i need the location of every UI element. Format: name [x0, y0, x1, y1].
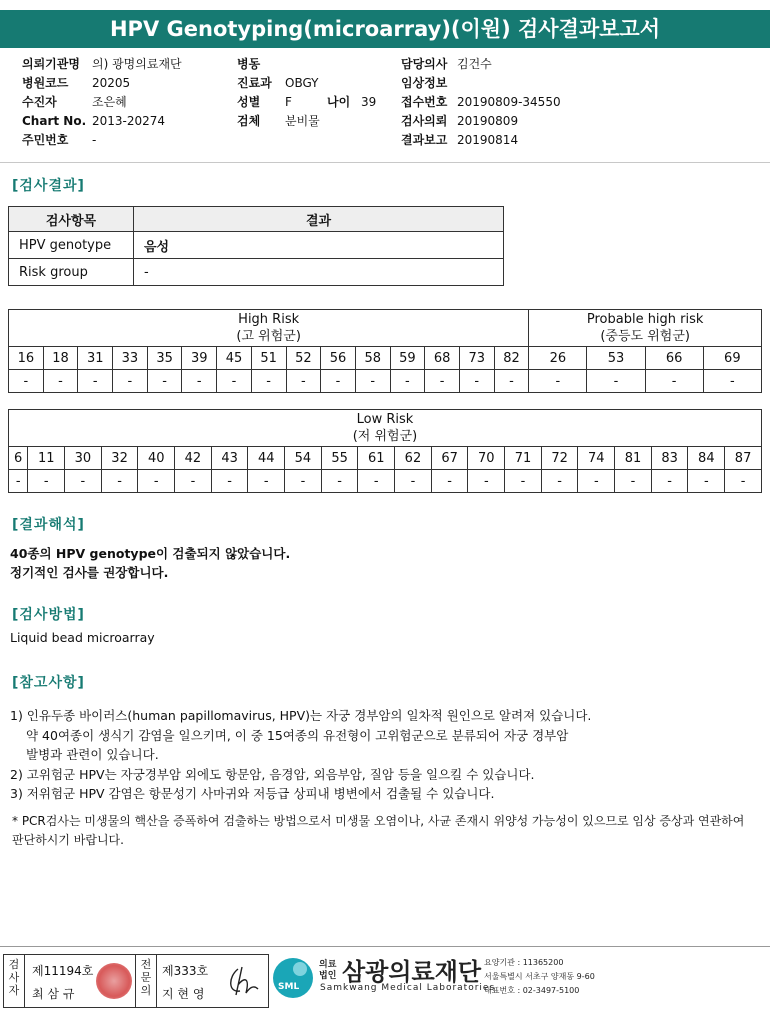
interpretation-line-2: 정기적인 검사를 권장합니다. — [10, 565, 169, 580]
sml-logo-icon — [270, 955, 316, 1001]
sml-logo-text: SML — [278, 982, 300, 992]
report-title: HPV Genotyping(microarray)(이원) 검사결과보고서 — [0, 10, 770, 48]
low-risk-result-cell-11: - — [395, 470, 432, 493]
table-row — [9, 259, 504, 286]
probable-high-risk-sublabel: (중등도 위험군) — [600, 329, 690, 344]
header-divider — [0, 162, 770, 163]
value-sex: F — [285, 95, 292, 109]
high-risk-type-cell-16: 53 — [587, 347, 645, 370]
low-risk-header — [9, 410, 762, 447]
org-prefix-1: 의료 — [319, 960, 337, 970]
table-row — [9, 232, 504, 259]
low-risk-type-cell-19: 84 — [688, 447, 725, 470]
high-risk-type-cell-17: 66 — [645, 347, 703, 370]
low-risk-result-cell-2: - — [65, 470, 102, 493]
note-1: 1) 인유두종 바이러스(human papillomavirus, HPV)는 자궁 경부암의 일차적 원인으로 알려져 있습니다. — [10, 708, 592, 723]
high-risk-result-cell-3: - — [113, 370, 148, 393]
examiner-name: 최 삼 규 — [32, 987, 75, 1001]
high-risk-result-cell-17: - — [645, 370, 703, 393]
label-chart-no: Chart No. — [22, 114, 87, 128]
low-risk-result-cell-16: - — [578, 470, 615, 493]
high-risk-result-cell-13: - — [459, 370, 494, 393]
low-risk-result-cell-13: - — [468, 470, 505, 493]
value-resident-no: - — [92, 133, 97, 147]
low-risk-result-cell-4: - — [138, 470, 175, 493]
examiner-label-cell — [4, 955, 25, 1007]
high-risk-results-row — [9, 370, 762, 393]
low-risk-result-cell-19: - — [688, 470, 725, 493]
doctor-name: 지 현 영 — [162, 987, 205, 1001]
probable-high-risk-label: Probable high risk — [586, 312, 704, 327]
note-3: 3) 저위험군 HPV 감염은 항문성기 사마귀와 저등급 상피내 병변에서 검출될 수 있습니다. — [10, 786, 495, 801]
high-risk-result-cell-12: - — [425, 370, 460, 393]
value-receipt-no: 20190809-34550 — [457, 95, 561, 109]
value-specimen: 분비물 — [285, 114, 320, 128]
doctor-no: 제333호 — [162, 964, 209, 978]
low-risk-result-cell-15: - — [541, 470, 578, 493]
label-request-date: 검사의뢰 — [401, 114, 448, 128]
low-risk-type-cell-11: 62 — [395, 447, 432, 470]
high-risk-type-cell-0: 16 — [9, 347, 44, 370]
low-risk-result-cell-3: - — [101, 470, 138, 493]
label-receipt-no: 접수번호 — [401, 95, 448, 109]
result-value-risk-group: - — [134, 259, 504, 286]
high-risk-type-cell-15: 26 — [529, 347, 587, 370]
header-left — [22, 55, 182, 150]
high-risk-result-cell-8: - — [286, 370, 321, 393]
label-clinical-info: 임상정보 — [401, 76, 448, 90]
value-patient: 조은혜 — [92, 95, 127, 109]
label-patient: 수진자 — [22, 95, 57, 109]
label-report-date: 결과보고 — [401, 133, 448, 147]
low-risk-type-cell-5: 42 — [175, 447, 212, 470]
low-risk-result-cell-17: - — [615, 470, 652, 493]
high-risk-type-cell-3: 33 — [113, 347, 148, 370]
note-1-cont-b: 발병과 관련이 있습니다. — [26, 747, 159, 762]
high-risk-result-cell-1: - — [43, 370, 78, 393]
high-risk-result-cell-6: - — [217, 370, 252, 393]
low-risk-result-cell-0: - — [9, 470, 28, 493]
high-risk-type-cell-8: 52 — [286, 347, 321, 370]
low-risk-result-cell-12: - — [431, 470, 468, 493]
low-risk-table — [8, 409, 762, 493]
reference-notes — [10, 706, 591, 804]
result-col-result: 결과 — [134, 207, 504, 232]
doctor-label-cell — [135, 955, 157, 1007]
high-risk-result-cell-18: - — [703, 370, 761, 393]
label-ward: 병동 — [237, 57, 261, 71]
low-risk-type-cell-4: 40 — [138, 447, 175, 470]
high-risk-sublabel: (고 위험군) — [236, 329, 301, 344]
high-risk-type-cell-12: 68 — [425, 347, 460, 370]
high-risk-type-cell-13: 73 — [459, 347, 494, 370]
low-risk-type-cell-6: 43 — [211, 447, 248, 470]
low-risk-result-cell-9: - — [321, 470, 358, 493]
low-risk-result-cell-6: - — [211, 470, 248, 493]
high-risk-result-cell-0: - — [9, 370, 44, 393]
low-risk-type-cell-7: 44 — [248, 447, 285, 470]
high-risk-type-cell-18: 69 — [703, 347, 761, 370]
high-risk-types-row — [9, 347, 762, 370]
low-risk-result-cell-5: - — [175, 470, 212, 493]
low-risk-results-row — [9, 470, 762, 493]
label-specimen: 검체 — [237, 114, 261, 128]
label-doctor: 담당의사 — [401, 57, 448, 71]
method-text: Liquid bead microarray — [10, 630, 155, 645]
org-name: 삼광의료재단 — [342, 958, 482, 986]
label-department: 진료과 — [237, 76, 272, 90]
low-risk-type-cell-2: 30 — [65, 447, 102, 470]
high-risk-type-cell-5: 39 — [182, 347, 217, 370]
section-interpretation-title: [결과해석] — [12, 517, 85, 533]
high-risk-result-cell-14: - — [494, 370, 529, 393]
low-risk-result-cell-1: - — [28, 470, 65, 493]
high-risk-type-cell-7: 51 — [251, 347, 286, 370]
value-doctor: 김건수 — [457, 57, 492, 71]
low-risk-type-cell-0: 6 — [9, 447, 28, 470]
org-address: 서울특별시 서초구 양재동 9-60 — [484, 972, 595, 981]
value-request-date: 20190809 — [457, 114, 519, 128]
low-risk-result-cell-8: - — [285, 470, 322, 493]
low-risk-sublabel: (저 위험군) — [352, 429, 418, 444]
low-risk-type-cell-15: 72 — [541, 447, 578, 470]
value-chart-no: 2013-20274 — [92, 114, 166, 128]
high-risk-type-cell-9: 56 — [321, 347, 356, 370]
org-phone: 대표번호 : 02-3497-5100 — [484, 986, 580, 995]
result-value-genotype: 음성 — [134, 232, 504, 259]
low-risk-type-cell-12: 67 — [431, 447, 468, 470]
header-right — [401, 55, 561, 150]
low-risk-type-cell-9: 55 — [321, 447, 358, 470]
note-2: 2) 고위험군 HPV는 자궁경부암 외에도 항문암, 음경암, 외음부암, 질암 등을 일으킬 수 있습니다. — [10, 766, 535, 782]
low-risk-result-cell-20: - — [725, 470, 762, 493]
section-result-title: [검사결과] — [12, 178, 85, 194]
high-risk-header — [9, 310, 529, 347]
result-col-item: 검사항목 — [9, 207, 134, 232]
low-risk-type-cell-10: 61 — [358, 447, 395, 470]
high-risk-type-cell-6: 45 — [217, 347, 252, 370]
label-resident-no: 주민번호 — [22, 133, 69, 147]
high-risk-type-cell-4: 35 — [147, 347, 182, 370]
high-risk-type-cell-2: 31 — [78, 347, 113, 370]
value-report-date: 20190814 — [457, 133, 519, 147]
high-risk-result-cell-2: - — [78, 370, 113, 393]
value-hospital-code: 20205 — [92, 76, 131, 90]
section-reference-title: [참고사항] — [12, 675, 85, 691]
low-risk-type-cell-17: 81 — [615, 447, 652, 470]
label-institution: 의뢰기관명 — [22, 57, 80, 71]
pcr-footnote: * PCR검사는 미생물의 핵산을 증폭하여 검출하는 방법으로서 미생물 오염이나, 사균 존재시 위양성 가능성이 있으므로 임상 증상과 연관하여 판단하시기 바랍니다. — [12, 814, 745, 847]
label-hospital-code: 병원코드 — [22, 76, 69, 90]
low-risk-type-cell-8: 54 — [285, 447, 322, 470]
value-department: OBGY — [285, 76, 319, 90]
probable-high-risk-header — [529, 310, 762, 347]
footer-divider — [0, 946, 770, 947]
low-risk-type-cell-1: 11 — [28, 447, 65, 470]
section-method-title: [검사방법] — [12, 607, 85, 623]
high-risk-result-cell-15: - — [529, 370, 587, 393]
high-risk-result-cell-4: - — [147, 370, 182, 393]
high-risk-type-cell-10: 58 — [355, 347, 390, 370]
high-risk-result-cell-16: - — [587, 370, 645, 393]
result-table — [8, 206, 504, 286]
low-risk-result-cell-7: - — [248, 470, 285, 493]
interpretation-line-1: 40종의 HPV genotype이 검출되지 않았습니다. — [10, 546, 291, 561]
high-risk-type-cell-1: 18 — [43, 347, 78, 370]
note-1-cont-a: 약 40여종이 생식기 감염을 일으키며, 이 중 15여종의 유전형이 고위험군으로 분류되어 자궁 경부암 — [26, 727, 569, 743]
low-risk-type-cell-3: 32 — [101, 447, 138, 470]
examiner-no: 제11194호 — [32, 964, 94, 978]
high-risk-table — [8, 309, 762, 393]
high-risk-result-cell-9: - — [321, 370, 356, 393]
examiner-label: 검사자 — [8, 958, 20, 997]
low-risk-type-cell-20: 87 — [725, 447, 762, 470]
value-institution: 의) 광명의료재단 — [92, 57, 182, 71]
high-risk-type-cell-14: 82 — [494, 347, 529, 370]
low-risk-types-row — [9, 447, 762, 470]
interpretation-text — [10, 544, 290, 582]
low-risk-type-cell-13: 70 — [468, 447, 505, 470]
low-risk-type-cell-18: 83 — [651, 447, 688, 470]
org-prefix-2: 법인 — [319, 971, 337, 981]
low-risk-type-cell-16: 74 — [578, 447, 615, 470]
low-risk-result-cell-18: - — [651, 470, 688, 493]
result-item-risk-group: Risk group — [9, 259, 134, 286]
high-risk-result-cell-7: - — [251, 370, 286, 393]
low-risk-type-cell-14: 71 — [505, 447, 542, 470]
doctor-label: 전문의 — [140, 958, 152, 997]
high-risk-result-cell-5: - — [182, 370, 217, 393]
value-age: 39 — [361, 95, 377, 109]
high-risk-label: High Risk — [238, 312, 300, 327]
label-age: 나이 — [327, 95, 351, 109]
header-mid — [237, 55, 376, 131]
low-risk-result-cell-14: - — [505, 470, 542, 493]
examiner-seal — [96, 963, 132, 999]
result-item-genotype: HPV genotype — [9, 232, 134, 259]
high-risk-type-cell-11: 59 — [390, 347, 425, 370]
low-risk-label: Low Risk — [356, 412, 414, 427]
high-risk-result-cell-11: - — [390, 370, 425, 393]
org-code: 요양기관 : 11365200 — [484, 958, 564, 967]
org-english: Samkwang Medical Laboratories — [320, 983, 496, 993]
signature-box — [3, 954, 269, 1008]
label-sex: 성별 — [237, 95, 261, 109]
high-risk-result-cell-10: - — [355, 370, 390, 393]
low-risk-result-cell-10: - — [358, 470, 395, 493]
doctor-signature — [224, 963, 262, 999]
